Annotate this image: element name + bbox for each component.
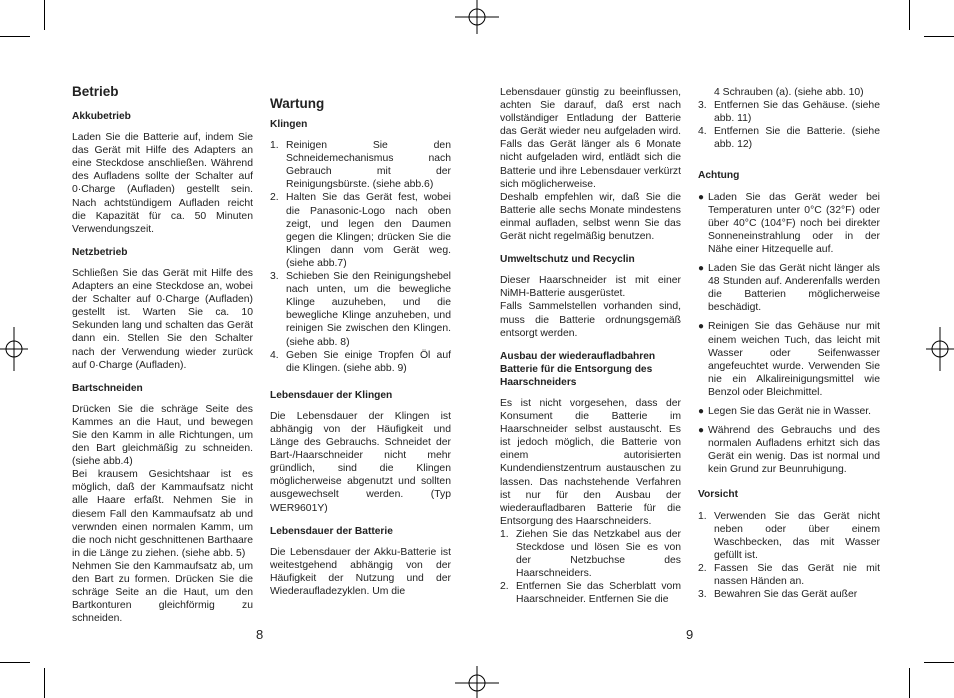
list-item: 3. Entfernen Sie das Gehäuse. (siehe abb. 11): [698, 100, 880, 125]
list-item: 3. Bewahren Sie das Gerät außer: [698, 589, 858, 601]
heading-netzbetrieb: Netzbetrieb: [72, 246, 128, 258]
heading-akkubetrieb: Akkubetrieb: [72, 111, 131, 122]
paragraph-lebensdauer-cont-1: Lebensdauer günstig zu beeinflussen, achten Sie darauf, daß erst nach vollständiger Entladung der Batterie das Gerät wieder neu aufgeladen wird. Falls das Gerät länger als 6 Monate nicht aufgeladen wird, entlädt sich die Batterie und ihre Lebensdauer verkürzt sich möglicherweise.: [500, 87, 681, 190]
heading-bartschneiden: Bartschneiden: [72, 382, 143, 394]
list-item: 4. Entfernen Sie die Batterie. (siehe abb. 12): [698, 126, 880, 151]
heading-umweltschutz: Umweltschutz und Recyclin: [500, 254, 635, 266]
registration-mark-right: [926, 327, 954, 371]
paragraph-netzbetrieb: Schließen Sie das Gerät mit Hilfe des Adapters an eine Steckdose an, wobei der Schalter auf 0·Charge (Aufladen) gestellt ist. Warten Sie ca. 10 Sekunden lang und schalten das Gerät dann ein. Stellen Sie den Schalter nach der Verwendung wieder zurück auf 0·Charge (Aufladen).: [72, 267, 253, 371]
registration-mark-top: [455, 0, 499, 36]
column-3: [500, 86, 681, 606]
crop-line: [44, 0, 45, 30]
paragraph-umweltschutz-2: Falls Sammelstellen vorhanden sind, muss die Batterie ordnungsgemäß entsorgt werden.: [500, 301, 681, 339]
ausbau-steps-cont: [698, 99, 880, 151]
crop-line: [909, 668, 910, 698]
column-2: [270, 86, 451, 598]
page-number-left: 8: [256, 627, 264, 642]
bullet-icon: ●: [698, 263, 705, 275]
list-item: ● Legen Sie das Gerät nie in Wasser.: [698, 405, 872, 417]
section-title-wartung: Wartung: [270, 96, 325, 111]
heading-klingen: Klingen: [270, 119, 308, 130]
list-item: ● Laden Sie das Gerät nicht länger als 48 Stunden auf. Anderenfalls werden die Batterien möglicherweise beschädigt.: [698, 263, 880, 314]
paragraph-lebensdauer-cont-2: Deshalb empfehlen wir, daß Sie die Batterie alle sechs Monate mindestens einmal aufladen, selbst wenn Sie das Gerät nicht regelmäßig benutzen.: [500, 191, 681, 243]
paragraph-ausbau: Es ist nicht vorgesehen, dass der Konsument die Batterie im Haarschneider selbst austauscht. Es ist jedoch möglich, die Batterie von einem autorisierten Kundendienstzentrum austauschen zu lassen. Das nachstehende Verfahren ist nur für den Ausbau der wiederaufladbaren Batterie für die Entsorgung des Haarschneiders.: [500, 397, 681, 527]
registration-mark-bottom: [455, 664, 499, 698]
heading-lebensdauer-klingen: Lebensdauer der Klingen: [270, 389, 393, 401]
list-item: 1. Reinigen Sie den Schneidemechanismus nach Gebrauch mit der Reinigungsbürste. (siehe abb.6): [270, 140, 451, 191]
bullet-icon: ●: [698, 321, 705, 333]
ausbau-continuation: 4 Schrauben (a). (siehe abb. 10): [714, 87, 864, 98]
paragraph-umweltschutz-1: Dieser Haarschneider ist mit einer NiMH-Batterie ausgerüstet.: [500, 275, 681, 300]
crop-line: [924, 662, 954, 663]
list-item: 2. Fassen Sie das Gerät nie mit nassen Händen an.: [698, 562, 880, 587]
column-4: [698, 86, 880, 601]
bullet-icon: ●: [698, 191, 705, 203]
crop-line: [0, 662, 30, 663]
list-item: ● Laden Sie das Gerät weder bei Temperaturen unter 0°C (32°F) oder über 40°C (104°F) noch bei direkter Sonneneinstrahlung oder in der Nähe einer Hitzequelle auf.: [698, 191, 880, 255]
heading-vorsicht: Vorsicht: [698, 489, 739, 501]
vorsicht-steps: [698, 510, 880, 602]
crop-line: [44, 668, 45, 698]
list-item: 2. Entfernen Sie das Scherblatt vom Haarschneider. Entfernen Sie die: [500, 581, 681, 606]
crop-line: [909, 0, 910, 30]
bullet-icon: ●: [698, 405, 705, 417]
paragraph-lebensdauer-batterie: Die Lebensdauer der Akku-Batterie ist weitestgehend abhängig von der Häufigkeit der Nutzung und der Wiederaufladezyklen. Um die: [270, 546, 451, 597]
list-item: 2. Halten Sie das Gerät fest, wobei die Panasonic-Logo nach oben zeigt, und legen den Daumen gegen die Klingen; drücken Sie die Klingen dann vom Gerät weg. (siehe abb.7): [270, 192, 451, 269]
klingen-steps: [270, 139, 451, 375]
paragraph-bartschneiden-2: Bei krausem Gesichtshaar ist es möglich, daß der Kammaufsatz nicht alle Haare erfaßt. Nehmen Sie in diesem Fall den Kammaufsatz ab und verwnden einen normalen Kamm, um die noch nicht geschnittenen Barthaare in die Länge zu ziehen. (siehe abb. 5): [72, 469, 253, 559]
ausbau-steps: [500, 528, 681, 607]
bullet-icon: ●: [698, 425, 705, 437]
crop-line: [0, 36, 30, 37]
list-item: 3. Schieben Sie den Reinigungshebel nach unten, um die bewegliche Klinge auzuheben, und die bewegliche Klinge anzuheben, und reinigen Sie zwischen den Klingen. (siehe abb. 8): [270, 271, 451, 348]
list-item: 1. Verwenden Sie das Gerät nicht neben oder über einem Waschbecken, das mit Wasser gefüllt ist.: [698, 510, 880, 561]
heading-ausbau: Ausbau der wiederaufladbahren Batterie für die Entsorgung des Haarschneiders: [500, 350, 656, 388]
achtung-list: [698, 191, 880, 477]
paragraph-lebensdauer-klingen: Die Lebensdauer der Klingen ist abhängig von der Häufigkeit und Länge des Gebrauchs. Schneidet der Bart-/Haarschneider nicht mehr gründlich, sind die Klingen möglicherweise abgenutzt und sollten ausgewechselt werden. (Typ WER9601Y): [270, 410, 451, 514]
paragraph-akkubetrieb: Laden Sie die Batterie auf, indem Sie das Gerät mit Hilfe des Adapters an eine Steckdose anschließen. Während des Aufladens sollte der Schalter auf 0·Charge (Aufladen) gestellt sein. Nach achtstündigem Aufladen reicht die Kapazität für ca. 50 Minuten Verwendungszeit.: [72, 132, 253, 235]
list-item: ● Reinigen Sie das Gehäuse nur mit einem weichen Tuch, das leicht mit Wasser oder Seifenwasser angefeuchtet wurde. Verwenden Sie nie ein Alkalireinigungsmittel wie Benzol oder Bleichmittel.: [698, 321, 880, 398]
crop-line: [924, 36, 954, 37]
heading-lebensdauer-batterie: Lebensdauer der Batterie: [270, 525, 393, 537]
heading-achtung: Achtung: [698, 170, 740, 182]
list-item: 4. Geben Sie einige Tropfen Öl auf die Klingen. (siehe abb. 9): [270, 349, 451, 374]
page-number-right: 9: [686, 627, 694, 642]
list-item: ● Während des Gebrauchs und des normalen Aufladens erhitzt sich das Gerät ein wenig. Das ist normal und kein Grund zur Beunruhigung.: [698, 425, 880, 476]
list-item: 1. Ziehen Sie das Netzkabel aus der Steckdose und lösen Sie es von der Netzbuchse des Haarschneiders.: [500, 528, 681, 580]
column-1: [72, 82, 253, 625]
paragraph-bartschneiden-3: Nehmen Sie den Kammaufsatz ab, um den Bart zu formen. Drücken Sie die schräge Seite an die Haut, um den Bartkonturen gleichförmig zu schneiden.: [72, 560, 253, 625]
paragraph-bartschneiden-1: Drücken Sie die schräge Seite des Kammes an die Haut, und bewegen Sie den Kamm in alle Richtungen, um den Bart gleichmäßig zu schneiden. (siehe abb.4): [72, 403, 253, 468]
registration-mark-left: [0, 327, 28, 371]
section-title-betrieb: Betrieb: [72, 84, 119, 99]
